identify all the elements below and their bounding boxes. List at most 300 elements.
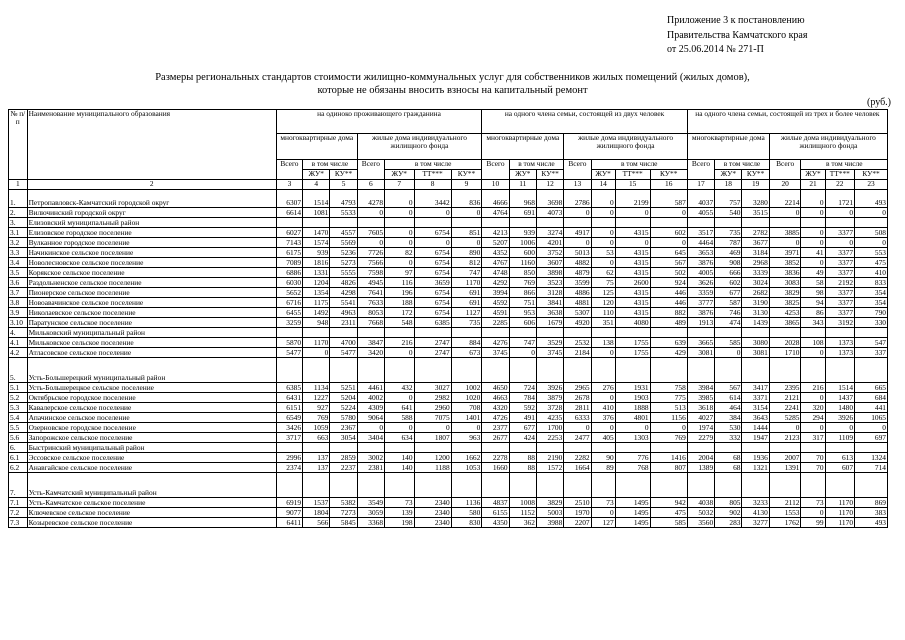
- value-cell: 383: [855, 508, 888, 518]
- value-cell: 1755: [615, 348, 650, 358]
- value-cell: 882: [650, 308, 687, 318]
- header-total: Всего: [357, 160, 384, 180]
- value-cell: [687, 218, 714, 228]
- value-cell: 3377: [825, 228, 855, 238]
- table-row: [9, 268, 888, 278]
- appendix-block: [667, 14, 807, 58]
- value-cell: 1156: [650, 413, 687, 423]
- value-cell: 4767: [482, 258, 509, 268]
- value-cell: 0: [564, 423, 591, 433]
- header-group-two: на одного члена семьи, состоящей из двух человек: [482, 110, 688, 134]
- value-cell: [303, 358, 330, 383]
- value-cell: [742, 328, 769, 338]
- value-cell: 4320: [482, 403, 509, 413]
- value-cell: 1662: [451, 453, 482, 463]
- value-cell: 1391: [769, 463, 801, 473]
- municipality-name: Кавалерское сельское поселение: [27, 403, 276, 413]
- value-cell: 508: [855, 228, 888, 238]
- header-ku: КУ**: [650, 170, 687, 180]
- value-cell: 1321: [742, 463, 769, 473]
- value-cell: 1710: [769, 348, 801, 358]
- value-cell: 6411: [276, 518, 302, 528]
- value-cell: 5013: [564, 248, 591, 258]
- value-cell: 1762: [769, 518, 801, 528]
- value-cell: 585: [650, 518, 687, 528]
- value-cell: 4592: [482, 298, 509, 308]
- value-cell: 0: [591, 393, 615, 403]
- table-row: [9, 258, 888, 268]
- value-cell: 757: [715, 190, 742, 208]
- value-cell: 0: [591, 258, 615, 268]
- value-cell: 1931: [615, 383, 650, 393]
- value-cell: 2004: [687, 453, 714, 463]
- row-number: 5.3: [9, 403, 28, 413]
- value-cell: 3745: [482, 348, 509, 358]
- table-row: [9, 403, 888, 413]
- value-cell: [742, 358, 769, 383]
- value-cell: 3154: [742, 403, 769, 413]
- value-cell: 120: [591, 298, 615, 308]
- value-cell: 812: [451, 258, 482, 268]
- value-cell: 833: [855, 278, 888, 288]
- value-cell: 2192: [825, 278, 855, 288]
- value-cell: 3728: [536, 403, 563, 413]
- value-cell: 3898: [536, 268, 563, 278]
- row-number: 6.1: [9, 453, 28, 463]
- table-row: [9, 393, 888, 403]
- value-cell: 1470: [303, 228, 330, 238]
- value-cell: 1152: [509, 508, 536, 518]
- table-row: [9, 358, 888, 383]
- value-cell: 5533: [330, 208, 357, 218]
- value-cell: 1514: [825, 383, 855, 393]
- value-cell: 0: [414, 208, 451, 218]
- value-cell: 787: [715, 238, 742, 248]
- value-cell: 866: [509, 288, 536, 298]
- value-cell: 3926: [536, 383, 563, 393]
- value-cell: 6754: [414, 258, 451, 268]
- value-cell: 746: [715, 308, 742, 318]
- value-cell: 2532: [564, 338, 591, 348]
- value-cell: [801, 358, 825, 383]
- row-number: 3.9: [9, 308, 28, 318]
- municipality-name: Усть-Камчатский муниципальный район: [27, 473, 276, 498]
- value-cell: 3054: [330, 433, 357, 443]
- header-total: Всего: [276, 160, 302, 180]
- value-cell: 769: [650, 433, 687, 443]
- value-cell: 0: [385, 190, 415, 208]
- value-cell: 4879: [564, 268, 591, 278]
- table-row: [9, 383, 888, 393]
- standards-table: [8, 109, 888, 528]
- column-number: 20: [769, 180, 801, 190]
- value-cell: 4801: [615, 413, 650, 423]
- value-cell: [330, 328, 357, 338]
- table-row: [9, 443, 888, 453]
- value-cell: 805: [715, 498, 742, 508]
- value-cell: 602: [650, 228, 687, 238]
- value-cell: 2982: [414, 393, 451, 403]
- value-cell: 5207: [482, 238, 509, 248]
- value-cell: 2859: [330, 453, 357, 463]
- value-cell: 1303: [615, 433, 650, 443]
- value-cell: 1755: [615, 338, 650, 348]
- header-mkd: многоквартирные дома: [687, 134, 769, 160]
- row-number: 4.2: [9, 348, 28, 358]
- value-cell: 639: [650, 338, 687, 348]
- value-cell: 735: [451, 318, 482, 328]
- value-cell: [451, 443, 482, 453]
- municipality-name: Раздольненское сельское поселение: [27, 278, 276, 288]
- row-number: 1.: [9, 190, 28, 208]
- value-cell: 902: [715, 508, 742, 518]
- value-cell: [801, 218, 825, 228]
- value-cell: 410: [855, 268, 888, 278]
- value-cell: [385, 358, 415, 383]
- value-cell: 634: [385, 433, 415, 443]
- value-cell: 0: [451, 208, 482, 218]
- column-number-row: [9, 180, 888, 190]
- value-cell: [769, 328, 801, 338]
- value-cell: [385, 218, 415, 228]
- value-cell: 1109: [825, 433, 855, 443]
- value-cell: 97: [385, 268, 415, 278]
- value-cell: 0: [801, 508, 825, 518]
- value-cell: 751: [509, 298, 536, 308]
- value-cell: [591, 443, 615, 453]
- column-number: 19: [742, 180, 769, 190]
- value-cell: 2786: [564, 190, 591, 208]
- value-cell: 1903: [615, 393, 650, 403]
- value-cell: 108: [801, 338, 825, 348]
- value-cell: [536, 358, 563, 383]
- municipality-name: Елизовский муниципальный район: [27, 218, 276, 228]
- value-cell: 939: [509, 228, 536, 238]
- value-cell: 851: [451, 228, 482, 238]
- value-cell: [769, 473, 801, 498]
- value-cell: 6385: [414, 318, 451, 328]
- value-cell: 1439: [742, 318, 769, 328]
- value-cell: 9077: [276, 508, 302, 518]
- value-cell: 6549: [276, 413, 302, 423]
- value-cell: 3027: [414, 383, 451, 393]
- value-cell: 869: [855, 498, 888, 508]
- value-cell: [855, 328, 888, 338]
- value-cell: 0: [615, 238, 650, 248]
- value-cell: 3599: [564, 278, 591, 288]
- value-cell: 0: [801, 258, 825, 268]
- value-cell: 3280: [742, 190, 769, 208]
- value-cell: 6455: [276, 308, 302, 318]
- value-cell: [769, 358, 801, 383]
- value-cell: 3994: [482, 288, 509, 298]
- value-cell: 4315: [615, 308, 650, 318]
- value-cell: 3665: [687, 338, 714, 348]
- column-number: 18: [715, 180, 742, 190]
- row-number: 3.1: [9, 228, 28, 238]
- row-number: 2.: [9, 208, 28, 218]
- value-cell: 830: [451, 518, 482, 528]
- value-cell: 90: [591, 453, 615, 463]
- value-cell: 890: [451, 248, 482, 258]
- column-number: 2: [27, 180, 276, 190]
- value-cell: 493: [855, 190, 888, 208]
- value-cell: 376: [591, 413, 615, 423]
- column-number: 16: [650, 180, 687, 190]
- value-cell: [509, 443, 536, 453]
- value-cell: 4055: [687, 208, 714, 218]
- table-row: [9, 308, 888, 318]
- value-cell: 566: [303, 518, 330, 528]
- value-cell: 0: [385, 393, 415, 403]
- value-cell: [825, 473, 855, 498]
- value-cell: [825, 218, 855, 228]
- value-cell: 82: [385, 248, 415, 258]
- value-cell: 0: [564, 238, 591, 248]
- value-cell: 3926: [825, 413, 855, 423]
- value-cell: 5780: [330, 413, 357, 423]
- value-cell: 1389: [687, 463, 714, 473]
- municipality-name: Елизовское городское поселение: [27, 228, 276, 238]
- value-cell: 2367: [330, 423, 357, 433]
- value-cell: 4945: [357, 278, 384, 288]
- value-cell: 2811: [564, 403, 591, 413]
- row-number: 3.4: [9, 258, 28, 268]
- value-cell: 68: [715, 453, 742, 463]
- row-number: 5.6: [9, 433, 28, 443]
- column-number: 3: [276, 180, 302, 190]
- value-cell: [303, 473, 330, 498]
- value-cell: 0: [591, 423, 615, 433]
- value-cell: 6754: [414, 288, 451, 298]
- municipality-name: Эссовское сельское поселение: [27, 453, 276, 463]
- value-cell: 216: [801, 383, 825, 393]
- value-cell: 645: [650, 248, 687, 258]
- value-cell: 758: [650, 383, 687, 393]
- value-cell: 3233: [742, 498, 769, 508]
- value-cell: 4315: [615, 248, 650, 258]
- row-number: 3.3: [9, 248, 28, 258]
- row-number: 7.: [9, 473, 28, 498]
- table-row: [9, 288, 888, 298]
- value-cell: [509, 218, 536, 228]
- value-cell: 5870: [276, 338, 302, 348]
- table-row: [9, 518, 888, 528]
- value-cell: 2395: [769, 383, 801, 393]
- column-number: 4: [303, 180, 330, 190]
- value-cell: 1170: [825, 518, 855, 528]
- value-cell: 7668: [357, 318, 384, 328]
- value-cell: 6027: [276, 228, 302, 238]
- value-cell: 948: [303, 318, 330, 328]
- value-cell: 88: [509, 453, 536, 463]
- value-cell: [276, 473, 302, 498]
- municipality-name: Анавгайское сельское поселение: [27, 463, 276, 473]
- value-cell: 3417: [742, 383, 769, 393]
- value-cell: 7566: [357, 258, 384, 268]
- value-cell: 691: [451, 298, 482, 308]
- value-cell: 2600: [615, 278, 650, 288]
- value-cell: [509, 328, 536, 338]
- value-cell: 4726: [482, 413, 509, 423]
- value-cell: 2782: [742, 228, 769, 238]
- value-cell: [536, 218, 563, 228]
- value-cell: 441: [855, 403, 888, 413]
- value-cell: [482, 328, 509, 338]
- value-cell: 4005: [687, 268, 714, 278]
- value-cell: [451, 328, 482, 338]
- value-cell: 2682: [742, 288, 769, 298]
- table-row: [9, 413, 888, 423]
- value-cell: [650, 358, 687, 383]
- value-cell: 88: [509, 463, 536, 473]
- row-number: 6.: [9, 443, 28, 453]
- value-cell: 7641: [357, 288, 384, 298]
- value-cell: 0: [591, 190, 615, 208]
- value-cell: 139: [385, 508, 415, 518]
- value-cell: 3339: [742, 268, 769, 278]
- value-cell: 3841: [536, 298, 563, 308]
- value-cell: 3677: [742, 238, 769, 248]
- value-cell: [825, 328, 855, 338]
- value-cell: 4826: [330, 278, 357, 288]
- row-number: 3.6: [9, 278, 28, 288]
- value-cell: 474: [715, 318, 742, 328]
- table-row: [9, 298, 888, 308]
- value-cell: 354: [855, 298, 888, 308]
- value-cell: 1065: [855, 413, 888, 423]
- value-cell: 1574: [303, 238, 330, 248]
- value-cell: 5845: [330, 518, 357, 528]
- value-cell: 138: [591, 338, 615, 348]
- value-cell: 2747: [414, 348, 451, 358]
- value-cell: 4748: [482, 268, 509, 278]
- value-cell: 4315: [615, 258, 650, 268]
- value-cell: 6754: [414, 248, 451, 258]
- municipality-name: Новоавачинское сельское поселение: [27, 298, 276, 308]
- value-cell: 2965: [564, 383, 591, 393]
- value-cell: 469: [715, 248, 742, 258]
- table-row: [9, 238, 888, 248]
- value-cell: [742, 473, 769, 498]
- value-cell: 4027: [687, 413, 714, 423]
- municipality-name: Вилючинский городской округ: [27, 208, 276, 218]
- value-cell: 7726: [357, 248, 384, 258]
- value-cell: 4464: [687, 238, 714, 248]
- value-cell: [801, 443, 825, 453]
- value-cell: 4882: [564, 258, 591, 268]
- value-cell: 6030: [276, 278, 302, 288]
- value-cell: 1401: [451, 413, 482, 423]
- value-cell: 807: [650, 463, 687, 473]
- value-cell: 2279: [687, 433, 714, 443]
- value-cell: 1807: [414, 433, 451, 443]
- value-cell: 2996: [276, 453, 302, 463]
- value-cell: 776: [615, 453, 650, 463]
- value-cell: 330: [855, 318, 888, 328]
- value-cell: 1664: [564, 463, 591, 473]
- value-cell: 1170: [825, 508, 855, 518]
- value-cell: [276, 218, 302, 228]
- value-cell: 684: [855, 393, 888, 403]
- value-cell: 3865: [769, 318, 801, 328]
- value-cell: [482, 218, 509, 228]
- table-row: [9, 453, 888, 463]
- value-cell: 4920: [564, 318, 591, 328]
- row-number: 3.8: [9, 298, 28, 308]
- value-cell: 0: [801, 423, 825, 433]
- value-cell: 4315: [615, 228, 650, 238]
- value-cell: 493: [855, 518, 888, 528]
- value-cell: 89: [591, 463, 615, 473]
- value-cell: 1127: [451, 308, 482, 318]
- value-cell: 332: [715, 433, 742, 443]
- value-cell: 3277: [742, 518, 769, 528]
- value-cell: 68: [715, 463, 742, 473]
- value-cell: 3517: [687, 228, 714, 238]
- value-cell: 73: [801, 498, 825, 508]
- municipality-name: Озерновское городское поселение: [27, 423, 276, 433]
- value-cell: 2381: [357, 463, 384, 473]
- value-cell: [715, 358, 742, 383]
- value-cell: [482, 358, 509, 383]
- value-cell: 5273: [330, 258, 357, 268]
- value-cell: 607: [825, 463, 855, 473]
- unit-label: (руб.): [867, 97, 891, 108]
- header-num: № п/п: [9, 110, 28, 180]
- header-incl: в том числе: [303, 160, 358, 170]
- value-cell: [650, 218, 687, 228]
- value-cell: 4663: [482, 393, 509, 403]
- value-cell: [564, 328, 591, 338]
- table-header: [9, 110, 888, 190]
- value-cell: 6307: [276, 190, 302, 208]
- value-cell: 2747: [414, 338, 451, 348]
- value-cell: 3836: [769, 268, 801, 278]
- value-cell: [303, 218, 330, 228]
- value-cell: 8053: [357, 308, 384, 318]
- value-cell: 2123: [769, 433, 801, 443]
- value-cell: 3523: [536, 278, 563, 288]
- table-row: [9, 498, 888, 508]
- value-cell: 4292: [482, 278, 509, 288]
- value-cell: 0: [357, 208, 384, 218]
- row-number: 3.: [9, 218, 28, 228]
- value-cell: 5224: [330, 403, 357, 413]
- value-cell: [615, 328, 650, 338]
- value-cell: 0: [591, 508, 615, 518]
- value-cell: 320: [801, 403, 825, 413]
- value-cell: 1170: [825, 498, 855, 508]
- value-cell: 4315: [615, 298, 650, 308]
- value-cell: 5251: [330, 383, 357, 393]
- row-number: 6.2: [9, 463, 28, 473]
- value-cell: [825, 358, 855, 383]
- municipality-name: Паратунское сельское поселение: [27, 318, 276, 328]
- value-cell: 4213: [482, 228, 509, 238]
- header-zhu: ЖУ*: [715, 170, 742, 180]
- value-cell: 3420: [357, 348, 384, 358]
- value-cell: 0: [591, 348, 615, 358]
- table-row: [9, 248, 888, 258]
- value-cell: 1816: [303, 258, 330, 268]
- value-cell: 588: [385, 413, 415, 423]
- value-cell: [564, 358, 591, 383]
- value-cell: [414, 218, 451, 228]
- value-cell: 3984: [687, 383, 714, 393]
- value-cell: 4917: [564, 228, 591, 238]
- value-cell: 317: [801, 433, 825, 443]
